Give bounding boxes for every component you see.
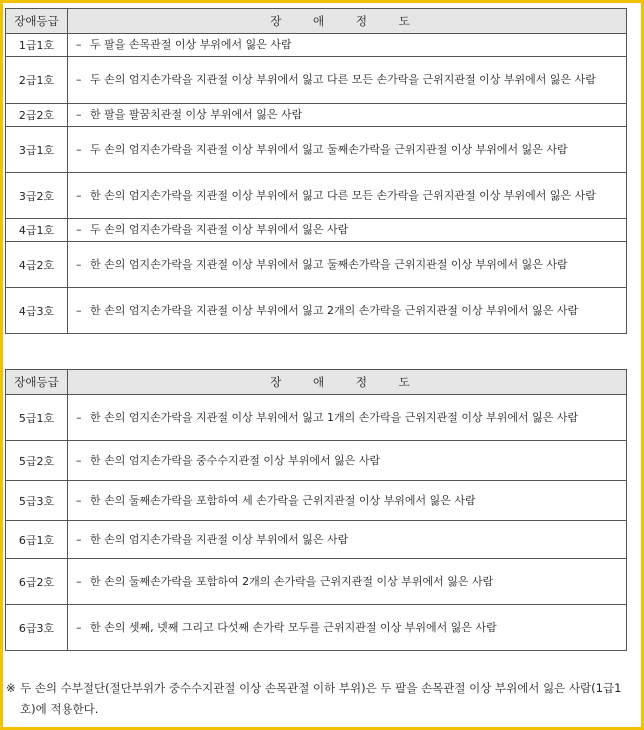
grade-column-header: 장애등급 [6, 9, 68, 34]
grade-cell: 6급3호 [6, 605, 68, 651]
description-content [76, 107, 618, 123]
reference-mark: ※ [6, 681, 16, 695]
description-content [76, 493, 618, 509]
table-row [6, 242, 627, 288]
grade-cell: 6급2호 [6, 559, 68, 605]
grade-cell: 5급1호 [6, 395, 68, 441]
list-dash: – [76, 73, 82, 86]
table-row [6, 521, 627, 559]
disability-grade-table-1 [5, 8, 627, 334]
description-text: 한 손의 셋째, 넷째 그리고 다섯째 손가락 모두를 근위지관절 이상 부위에서 잃은 사람 [90, 620, 497, 634]
description-content [76, 257, 618, 273]
footnote [6, 678, 636, 720]
description-cell [68, 219, 627, 242]
table-row [6, 395, 627, 441]
footnote-text: 두 손의 수부절단(절단부위가 중수수지관절 이상 손목관절 이하 부위)은 두 팔을 손목관절 이상 부위에서 잃은 사람(1급1호)에 적용한다. [20, 681, 622, 716]
description-text: 두 손의 엄지손가락을 지관절 이상 부위에서 잃은 사람 [90, 223, 349, 236]
grade-cell: 4급2호 [6, 242, 68, 288]
description-column-header: 장 애 정 도 [68, 9, 627, 34]
table-row [6, 605, 627, 651]
description-content [76, 37, 618, 53]
list-dash: – [76, 493, 82, 507]
description-cell [68, 104, 627, 127]
grade-cell: 4급1호 [6, 219, 68, 242]
description-cell [68, 127, 627, 173]
description-text: 한 손의 엄지손가락을 지관절 이상 부위에서 잃고 다른 모든 손가락을 근위지관절 이상 부위에서 잃은 사람 [90, 188, 596, 202]
description-content [76, 574, 618, 590]
description-text: 한 손의 엄지손가락을 지관절 이상 부위에서 잃고 2개의 손가락을 근위지관절 이상 부위에서 잃은 사람 [90, 303, 579, 317]
description-text: 한 팔을 팔꿈치관절 이상 부위에서 잃은 사람 [90, 108, 303, 121]
description-content [76, 453, 618, 469]
table-row [6, 104, 627, 127]
list-dash: – [76, 142, 82, 156]
grade-cell: 5급3호 [6, 481, 68, 521]
grade-cell: 1급1호 [6, 34, 68, 57]
table-row [6, 173, 627, 219]
description-cell [68, 605, 627, 651]
description-cell [68, 288, 627, 334]
grade-cell: 2급1호 [6, 57, 68, 104]
description-text: 한 손의 엄지손가락을 중수수지관절 이상 부위에서 잃은 사람 [90, 453, 381, 467]
list-dash: – [76, 453, 82, 467]
description-text: 한 손의 엄지손가락을 지관절 이상 부위에서 잃고 둘째손가락을 근위지관절 이상 부위에서 잃은 사람 [90, 257, 568, 271]
description-cell [68, 441, 627, 481]
description-content [76, 620, 618, 636]
list-dash: – [76, 303, 82, 317]
table-header-row [6, 9, 627, 34]
list-dash: – [76, 38, 82, 51]
description-content [76, 72, 618, 88]
grade-cell: 3급1호 [6, 127, 68, 173]
list-dash: – [76, 410, 82, 424]
grade-cell: 2급2호 [6, 104, 68, 127]
description-text: 한 손의 엄지손가락을 지관절 이상 부위에서 잃고 1개의 손가락을 근위지관절 이상 부위에서 잃은 사람 [90, 410, 579, 424]
description-content [76, 222, 618, 238]
grade-cell: 5급2호 [6, 441, 68, 481]
list-dash: – [76, 532, 82, 546]
grade-cell: 6급1호 [6, 521, 68, 559]
list-dash: – [76, 108, 82, 121]
grade-cell: 3급2호 [6, 173, 68, 219]
table-row [6, 559, 627, 605]
description-content [76, 410, 618, 426]
description-cell [68, 481, 627, 521]
grade-cell: 4급3호 [6, 288, 68, 334]
description-cell [68, 559, 627, 605]
description-cell [68, 395, 627, 441]
description-cell [68, 34, 627, 57]
description-column-header: 장 애 정 도 [68, 370, 627, 395]
description-text: 한 손의 둘째손가락을 포함하여 2개의 손가락을 근위지관절 이상 부위에서 잃은 사람 [90, 574, 494, 588]
description-cell [68, 242, 627, 288]
description-text: 한 손의 엄지손가락을 지관절 이상 부위에서 잃은 사람 [90, 532, 349, 546]
grade-column-header: 장애등급 [6, 370, 68, 395]
list-dash: – [76, 257, 82, 271]
table-row [6, 34, 627, 57]
description-content [76, 188, 618, 204]
list-dash: – [76, 574, 82, 588]
table-row [6, 127, 627, 173]
description-content [76, 303, 618, 319]
list-dash: – [76, 620, 82, 634]
description-cell [68, 521, 627, 559]
description-text: 두 손의 엄지손가락을 지관절 이상 부위에서 잃고 둘째손가락을 근위지관절 이상 부위에서 잃은 사람 [90, 142, 568, 156]
table-row [6, 481, 627, 521]
table-row [6, 288, 627, 334]
table-row [6, 219, 627, 242]
table-header-row [6, 370, 627, 395]
table-row [6, 57, 627, 104]
list-dash: – [76, 188, 82, 202]
description-content [76, 532, 618, 548]
table-row [6, 441, 627, 481]
description-text: 두 팔을 손목관절 이상 부위에서 잃은 사람 [90, 38, 292, 51]
list-dash: – [76, 223, 82, 236]
description-content [76, 142, 618, 158]
description-cell [68, 173, 627, 219]
description-text: 한 손의 둘째손가락을 포함하여 세 손가락을 근위지관절 이상 부위에서 잃은 사람 [90, 493, 476, 507]
description-cell [68, 57, 627, 104]
disability-grade-table-2 [5, 369, 627, 651]
description-text: 두 손의 엄지손가락을 지관절 이상 부위에서 잃고 다른 모든 손가락을 근위지관절 이상 부위에서 잃은 사람 [90, 73, 596, 86]
